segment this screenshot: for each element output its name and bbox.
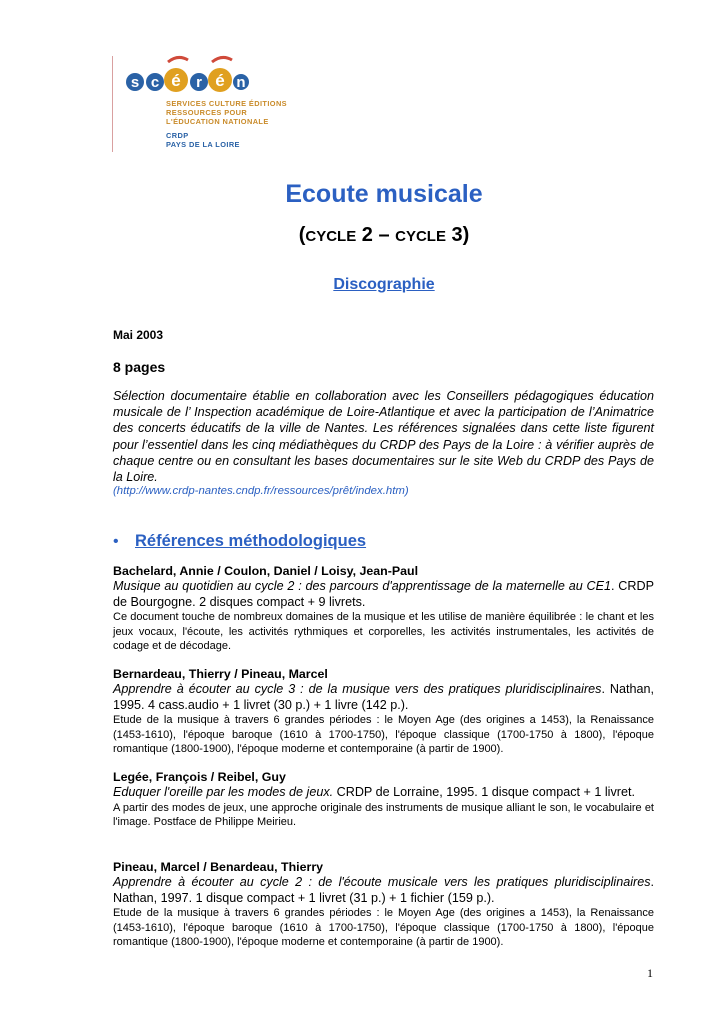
entry-title: Musique au quotidien au cycle 2 : des parcours d'apprentissage de la maternelle au CE1: [113, 579, 612, 593]
entry-description: Etude de la musique à travers 6 grandes périodes : le Moyen Age (des origines a 1453), la Renaissance (1453-1610), l'époque baroque (1610 à 1700-1750), l'époque classique (1700-1750 à 1800), l'époque romantique (1800-1900), l'époque moderne et contemporaine (à partir de 1900).: [113, 907, 654, 949]
entry-publication: . CRDP de Bourgogne. 2 disques compact + 9 livrets.: [113, 579, 654, 609]
discography-heading: Discographie: [333, 276, 435, 293]
entry-authors: Bachelard, Annie / Coulon, Daniel / Loisy, Jean-Paul: [113, 564, 419, 578]
entry-publication: CRDP de Lorraine, 1995. 1 disque compact + 1 livret.: [333, 785, 635, 799]
intro-link[interactable]: (http://www.crdp-nantes.cndp.fr/ressources/prêt/index.htm): [113, 485, 409, 497]
cycle-subtitle: (CYCLE 2 – CYCLE 3): [298, 224, 470, 246]
section-bullet-icon: •: [113, 533, 119, 550]
logo-org-2: PAYS DE LA LOIRE: [166, 140, 240, 149]
reference-entry: [113, 563, 654, 654]
svg-text:c: c: [150, 74, 160, 91]
logo-line-3: L'ÉDUCATION NATIONALE: [166, 117, 269, 126]
svg-text:s: s: [130, 74, 140, 91]
scerén-wordmark-icon: [120, 52, 250, 100]
intro-paragraph: Sélection documentaire établie en collaboration avec les Conseillers pédagogiques éducation musicale de l’ Inspection académique de Loire-Atlantique et avec la participation de l’Animatrice des concerts éducatifs de la ville de Nantes. Les références signalées dans cette liste figurent pour l’essentiel dans les cinq médiathèques du CRDP des Pays de la Loire : à vérifier auprès de chaque centre ou en consultant les bases documentaires sur le site Web du CRDP des Pays de la Loire.: [113, 389, 654, 485]
logo-line-1: SERVICES CULTURE ÉDITIONS: [166, 99, 288, 108]
entry-publication: . Nathan, 1997. 1 disque compact + 1 livret (31 p.) + 1 fichier (159 p.).: [113, 875, 654, 905]
logo-org-1: CRDP: [166, 131, 189, 140]
page-number: 1: [647, 966, 653, 980]
svg-text:é: é: [215, 71, 225, 90]
entry-description: A partir des modes de jeux, une approche originale des instruments de musique alliant le son, le vocabulaire et l'image. Postface de Philippe Meirieu.: [113, 801, 654, 829]
entry-title: Apprendre à écouter au cycle 2 : de l'écoute musicale vers les pratiques pluridisciplinaires: [113, 875, 651, 889]
reference-entry: [113, 666, 654, 757]
entry-description: Etude de la musique à travers 6 grandes périodes : le Moyen Age (des origines a 1453), la Renaissance (1453-1610), l'époque baroque (1610 à 1700-1750), l'époque classique (1700-1750 à 1800), l'époque romantique (1800-1900), l'époque moderne et contemporaine (à partir de 1900).: [113, 714, 654, 756]
entry-description: Ce document touche de nombreux domaines de la musique et les utilise de manière équilibrée : le chant et les jeux vocaux, l'écoute, les activités rythmiques et corporelles, les activités instrumentales, les activités de codage et de décodage.: [113, 611, 654, 653]
publication-date: Mai 2003: [113, 328, 164, 342]
entry-authors: Bernardeau, Thierry / Pineau, Marcel: [113, 667, 328, 681]
entry-authors: Pineau, Marcel / Benardeau, Thierry: [113, 860, 324, 874]
entry-publication: . Nathan, 1995. 4 cass.audio + 1 livret (30 p.) + 1 livre (142 p.).: [113, 682, 654, 712]
entry-reference: [113, 875, 654, 906]
scerén-logo: [112, 52, 287, 152]
entry-reference: [113, 785, 654, 801]
reference-entry: [113, 769, 654, 830]
section-title: Références méthodologiques: [135, 532, 367, 550]
svg-text:é: é: [171, 71, 181, 90]
entry-title: Eduquer l'oreille par les modes de jeux.: [113, 785, 334, 799]
page-title: Ecoute musicale: [285, 180, 483, 208]
svg-text:r: r: [196, 74, 202, 91]
entry-authors: Legée, François / Reibel, Guy: [113, 770, 286, 784]
entry-reference: [113, 579, 654, 610]
svg-text:n: n: [236, 74, 246, 91]
entry-reference: [113, 682, 654, 713]
logo-divider: [112, 56, 113, 152]
entry-title: Apprendre à écouter au cycle 3 : de la musique vers des pratiques pluridisciplinaires: [113, 682, 602, 696]
reference-entry: [113, 859, 654, 950]
logo-line-2: RESSOURCES POUR: [166, 108, 248, 117]
page-count: 8 pages: [113, 359, 166, 375]
